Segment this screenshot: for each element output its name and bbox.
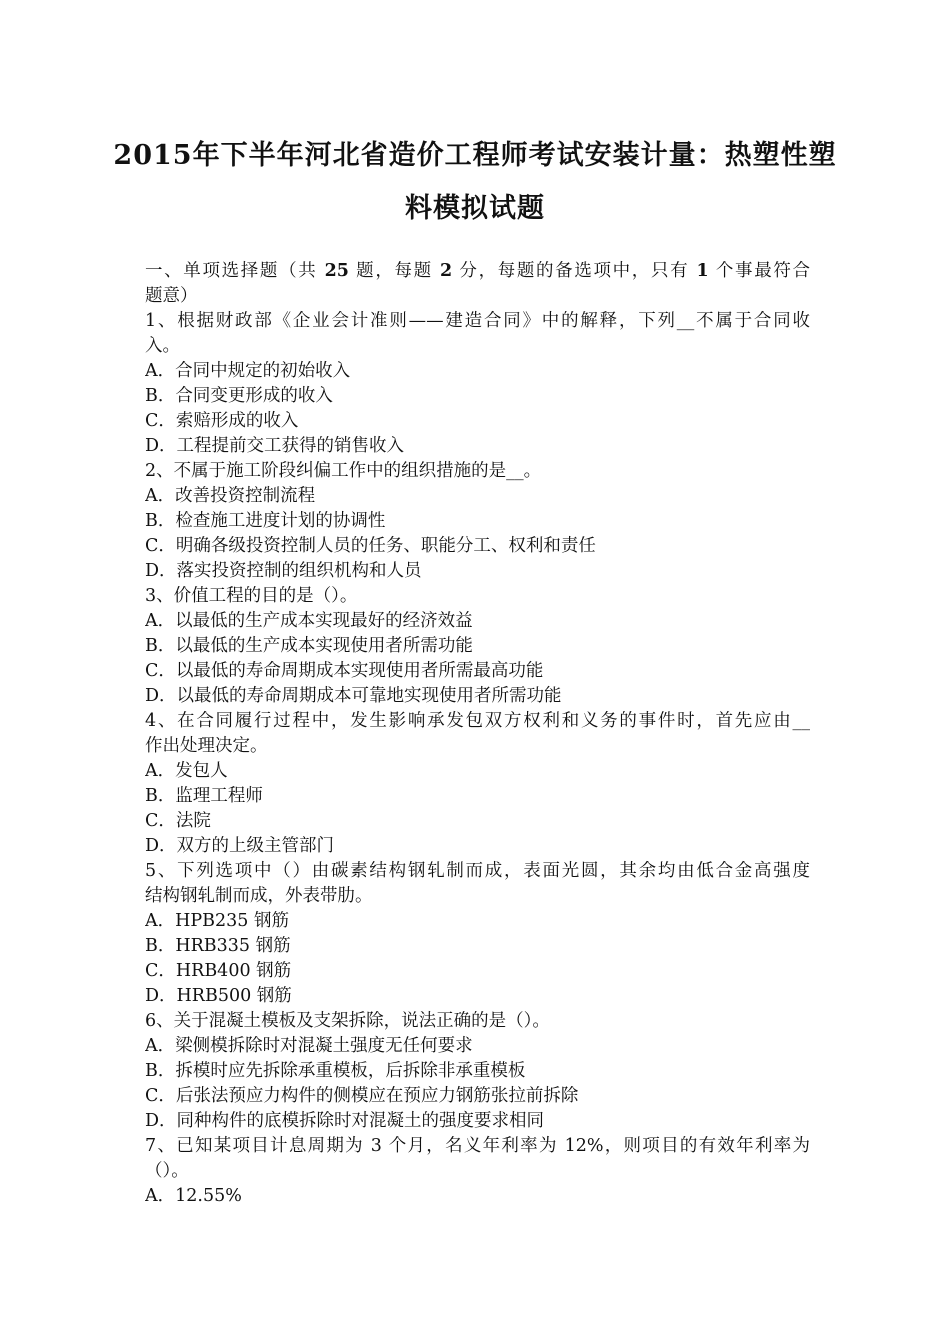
section-heading-text: 个事最符合 xyxy=(708,261,810,281)
option-b: B．HRB335 钢筋 xyxy=(145,936,291,956)
document-body xyxy=(145,259,810,1209)
option-c: C．索赔形成的收入 xyxy=(145,411,299,431)
option-a: A．以最低的生产成本实现最好的经济效益 xyxy=(145,611,473,631)
question-1 xyxy=(145,309,810,459)
option-b: B．以最低的生产成本实现使用者所需功能 xyxy=(145,636,473,656)
question-stem: 4、在合同履行过程中，发生影响承发包双方权利和义务的事件时，首先应由__ xyxy=(145,711,810,731)
question-5 xyxy=(145,859,810,1009)
section-heading-line-2: 题意） xyxy=(145,286,198,306)
option-b: B．检查施工进度计划的协调性 xyxy=(145,511,386,531)
option-a: A．HPB235 钢筋 xyxy=(145,911,289,931)
option-c: C．明确各级投资控制人员的任务、职能分工、权利和责任 xyxy=(145,536,596,556)
section-heading xyxy=(145,259,810,284)
points-per-question: 2 xyxy=(440,261,453,281)
question-3 xyxy=(145,584,810,709)
option-a: A．梁侧模拆除时对混凝土强度无任何要求 xyxy=(145,1036,473,1056)
question-2 xyxy=(145,459,810,584)
question-6 xyxy=(145,1009,810,1134)
document-title-line-2: 料模拟试题 xyxy=(405,193,545,224)
option-d: D．HRB500 钢筋 xyxy=(145,986,292,1006)
option-d: D．工程提前交工获得的销售收入 xyxy=(145,436,405,456)
question-stem: 入。 xyxy=(145,336,180,356)
question-stem: 5、下列选项中（）由碳素结构钢轧制而成，表面光圆，其余均由低合金高强度 xyxy=(145,861,810,881)
option-c: C．后张法预应力构件的侧模应在预应力钢筋张拉前拆除 xyxy=(145,1086,579,1106)
question-4 xyxy=(145,709,810,859)
correct-count: 1 xyxy=(696,261,709,281)
option-d: D．落实投资控制的组织机构和人员 xyxy=(145,561,422,581)
question-stem: 3、价值工程的目的是（）。 xyxy=(145,586,358,606)
option-b: B．监理工程师 xyxy=(145,786,263,806)
question-stem: 作出处理决定。 xyxy=(145,736,268,756)
document-title-line-1: 2015年下半年河北省造价工程师考试安装计量：热塑性塑 xyxy=(113,140,837,171)
question-stem: （）。 xyxy=(145,1161,189,1181)
section-heading-text: 一、单项选择题（共 xyxy=(145,261,325,281)
option-c: C．以最低的寿命周期成本实现使用者所需最高功能 xyxy=(145,661,544,681)
option-d: D．同种构件的底模拆除时对混凝土的强度要求相同 xyxy=(145,1111,545,1131)
option-c: C．HRB400 钢筋 xyxy=(145,961,292,981)
question-stem: 结构钢轧制而成，外表带肋。 xyxy=(145,886,373,906)
section-heading-text: 分，每题的备选项中，只有 xyxy=(452,261,697,281)
option-a: A．合同中规定的初始收入 xyxy=(145,361,351,381)
option-a: A．改善投资控制流程 xyxy=(145,486,316,506)
question-7 xyxy=(145,1134,810,1209)
question-stem: 7、已知某项目计息周期为 3 个月，名义年利率为 12%，则项目的有效年利率为 xyxy=(145,1136,810,1156)
option-c: C．法院 xyxy=(145,811,211,831)
option-a: A．发包人 xyxy=(145,761,228,781)
question-stem: 2、不属于施工阶段纠偏工作中的组织措施的是__。 xyxy=(145,461,542,481)
option-d: D．以最低的寿命周期成本可靠地实现使用者所需功能 xyxy=(145,686,562,706)
option-b: B．合同变更形成的收入 xyxy=(145,386,333,406)
question-count: 25 xyxy=(324,261,349,281)
question-stem: 1、根据财政部《企业会计准则——建造合同》中的解释，下列__不属于合同收 xyxy=(145,311,810,331)
option-b: B．拆模时应先拆除承重模板，后拆除非承重模板 xyxy=(145,1061,526,1081)
section-heading-text: 题，每题 xyxy=(348,261,441,281)
option-a: A．12.55% xyxy=(145,1186,242,1206)
option-d: D．双方的上级主管部门 xyxy=(145,836,335,856)
question-stem: 6、关于混凝土模板及支架拆除，说法正确的是（）。 xyxy=(145,1011,550,1031)
